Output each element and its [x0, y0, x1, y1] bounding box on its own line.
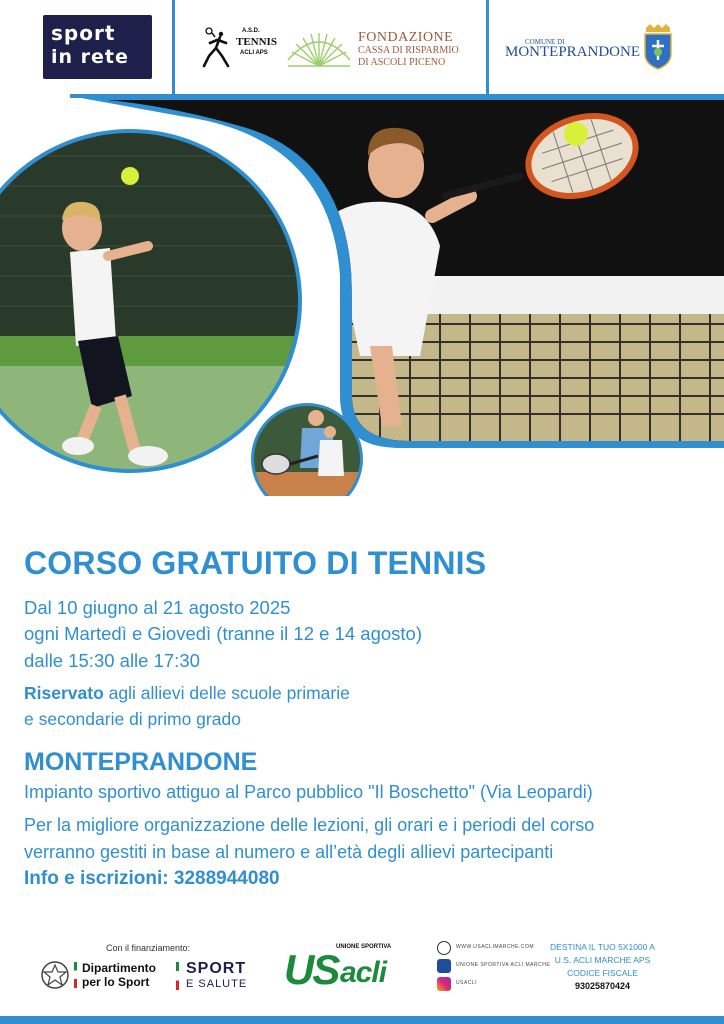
info-contact: Info e iscrizioni: 3288944080 [24, 868, 280, 889]
fan-shell-icon [284, 30, 354, 70]
sport-in-rete-line2: in rete [51, 46, 129, 68]
date-line-1: Dal 10 giugno al 21 agosto 2025 [24, 597, 291, 618]
tennis-name-label: TENNIS [236, 36, 277, 48]
sport-salute-line2: E SALUTE [186, 978, 248, 990]
republic-emblem-icon [38, 960, 72, 990]
sport-e-salute-logo [176, 960, 260, 992]
sport-in-rete-logo [43, 15, 152, 79]
fondazione-logo [284, 30, 474, 74]
dipartimento-sport-logo [38, 960, 168, 990]
comune-name-label: MONTEPRANDONE [505, 44, 640, 60]
fiscal-code: 93025870424 [574, 981, 631, 991]
acli-letters: acli [340, 956, 387, 989]
flag-bar [176, 962, 179, 990]
header [0, 0, 724, 96]
tennis-asd-label: A.S.D. [242, 28, 260, 34]
reserved-line-1 [24, 683, 350, 704]
globe-icon [437, 941, 451, 955]
x1000-line3: CODICE FISCALE [567, 968, 638, 978]
tennis-acli-logo [200, 26, 282, 74]
us-acli-top-label: UNIONE SPORTIVA [336, 944, 392, 950]
address-line: Impianto sportivo attiguo al Parco pubblico "Il Boschetto" (Via Leopardi) [24, 782, 593, 802]
organization-line-2: verranno gestiti in base al numero e all’età degli allievi partecipanti [24, 842, 554, 862]
us-letters: US [284, 946, 339, 993]
financing-label: Con il finanziamento: [106, 943, 191, 953]
header-divider [172, 0, 175, 94]
us-acli-logo [282, 942, 402, 994]
x1000-line2: U.S. ACLI MARCHE APS [554, 955, 651, 965]
website-label: WWW.USACLIMARCHE.COM [456, 944, 535, 950]
organization-line-1: Per la migliore organizzazione delle lezioni, gli orari e i periodi del corso [24, 815, 595, 835]
reserved-bold: Riservato [24, 683, 104, 703]
boy-forehand-photo [0, 126, 300, 486]
sport-salute-line1: SPORT [186, 960, 247, 977]
tennis-sub-label: ACLI APS [240, 50, 268, 56]
dipartimento-line2: per lo Sport [82, 975, 150, 989]
fondazione-line3: DI ASCOLI PICENO [358, 57, 446, 68]
sport-in-rete-line1: sport [51, 21, 116, 45]
x1000-line1: DESTINA IL TUO 5X1000 A [550, 942, 655, 952]
reserved-rest: agli allievi delle scuole primarie [103, 683, 350, 703]
photo-collage [0, 96, 724, 496]
fondazione-title: FONDAZIONE [358, 30, 454, 45]
crest-icon [642, 24, 674, 70]
instagram-icon [437, 977, 451, 991]
date-line-2: ogni Martedì e Giovedì (tranne il 12 e 14 agosto) [24, 623, 422, 644]
time-line: dalle 15:30 alle 17:30 [24, 650, 200, 671]
comune-small-label: COMUNE DI [525, 38, 565, 46]
header-divider [486, 0, 489, 94]
five-per-thousand-box [540, 941, 665, 993]
facebook-icon [437, 959, 451, 973]
reserved-line-2: e secondarie di primo grado [24, 709, 241, 729]
instagram-label: USACLI [456, 980, 478, 986]
fondazione-line2: CASSA DI RISPARMIO [358, 45, 459, 56]
place-heading: MONTEPRANDONE [24, 748, 258, 776]
facebook-label: UNIONE SPORTIVA ACLI MARCHE [456, 962, 551, 968]
dipartimento-line1: Dipartimento [82, 961, 157, 975]
bottom-bar [0, 1016, 724, 1024]
flag-bar [74, 962, 77, 988]
course-title: CORSO GRATUITO DI TENNIS [24, 545, 487, 581]
tennis-player-icon [200, 26, 236, 70]
